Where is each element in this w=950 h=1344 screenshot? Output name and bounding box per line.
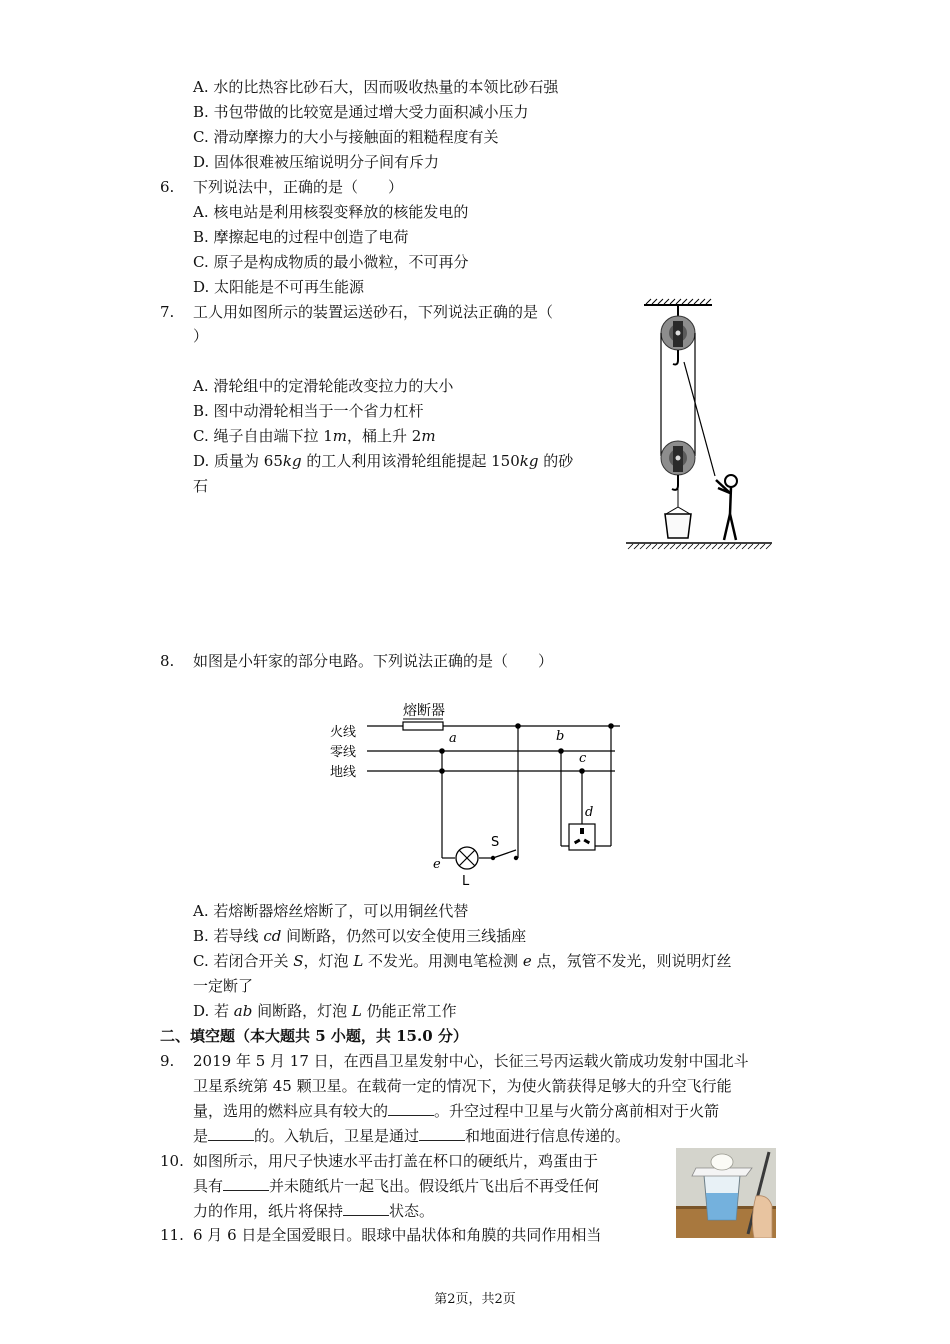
- q7-number: 7.: [160, 303, 175, 321]
- live-wire-label: 火线: [330, 725, 357, 740]
- point-d-label: d: [585, 805, 594, 820]
- point-c-label: c: [579, 751, 587, 766]
- egg-icon: [711, 1154, 733, 1170]
- q6-stem: 下列说法中，正确的是（ ）: [193, 178, 404, 196]
- q7-option-a: A. 滑轮组中的定滑轮能改变拉力的大小: [193, 377, 454, 395]
- q11-number: 11.: [160, 1226, 184, 1244]
- movable-pulley-icon: [661, 441, 695, 475]
- point-a-label: a: [449, 731, 457, 746]
- worker-icon: [716, 475, 737, 540]
- q7-option-c: C. 绳子自由端下拉 1m，桶上升 2m: [193, 427, 436, 445]
- fuse-label: 熔断器: [403, 703, 445, 719]
- answer-blank[interactable]: [208, 1126, 254, 1141]
- egg-cup-figure: [676, 1148, 776, 1238]
- lamp-label: L: [462, 874, 470, 889]
- q8-option-c: C. 若闭合开关 S，灯泡 L 不发光。用测电笔检测 e 点，氖管不发光，则说明灯丝: [193, 952, 732, 970]
- answer-blank[interactable]: [343, 1201, 389, 1216]
- ground-wire-label: 地线: [330, 765, 357, 780]
- q7-option-b: B. 图中动滑轮相当于一个省力杠杆: [193, 402, 424, 420]
- point-e-label: e: [433, 857, 441, 872]
- q9-line-4: 是 的。入轨后，卫星是通过 和地面进行信息传递的。: [193, 1127, 631, 1145]
- bucket-icon: [665, 514, 691, 538]
- q5-option-b: B. 书包带做的比较宽是通过增大受力面积减小压力: [193, 103, 529, 121]
- ground-icon: [626, 543, 772, 549]
- q7-option-d: D. 质量为 65kg 的工人利用该滑轮组能提起 150kg 的砂: [193, 452, 574, 470]
- answer-blank[interactable]: [388, 1101, 434, 1116]
- q5-option-a: A. 水的比热容比砂石大，因而吸收热量的本领比砂石强: [193, 78, 559, 96]
- q7-option-d-cont: 石: [193, 477, 209, 495]
- q7-stem: 工人用如图所示的装置运送砂石，下列说法正确的是（: [193, 303, 554, 321]
- neutral-wire-label: 零线: [330, 745, 357, 760]
- q8-number: 8.: [160, 652, 175, 670]
- water-icon: [706, 1193, 738, 1220]
- q9-line-3: 量，选用的燃料应具有较大的 。升空过程中卫星与火箭分离前相对于火箭: [193, 1102, 720, 1120]
- q8-option-b: B. 若导线 cd 间断路，仍然可以安全使用三线插座: [193, 927, 527, 945]
- q8-stem: 如图是小轩家的部分电路。下列说法正确的是（ ）: [193, 652, 554, 670]
- q10-number: 10.: [160, 1152, 184, 1170]
- pulley-figure: [618, 296, 778, 550]
- q8-option-c-cont: 一定断了: [193, 977, 254, 995]
- fixed-pulley-icon: [661, 316, 695, 350]
- q6-number: 6.: [160, 178, 175, 196]
- q6-option-d: D. 太阳能是不可再生能源: [193, 278, 365, 296]
- q9-number: 9.: [160, 1052, 175, 1070]
- answer-blank[interactable]: [419, 1126, 465, 1141]
- hand-icon: [752, 1196, 772, 1238]
- lamp-icon: [456, 847, 478, 869]
- q7-stem-cont: ）: [193, 327, 209, 345]
- section-heading: 二、填空题（本大题共 5 小题，共 15.0 分）: [160, 1027, 468, 1045]
- answer-blank[interactable]: [223, 1176, 269, 1191]
- q8-option-a: A. 若熔断器熔丝熔断了，可以用铜丝代替: [193, 902, 469, 920]
- q5-option-c: C. 滑动摩擦力的大小与接触面的粗糙程度有关: [193, 128, 499, 146]
- point-b-label: b: [556, 729, 565, 744]
- circuit-figure: [325, 698, 625, 890]
- q10-line-1: 如图所示，用尺子快速水平击打盖在杯口的硬纸片，鸡蛋由于: [193, 1152, 599, 1170]
- q6-option-c: C. 原子是构成物质的最小微粒，不可再分: [193, 253, 469, 271]
- q10-line-3: 力的作用，纸片将保持 状态。: [193, 1202, 435, 1220]
- page-footer: 第2页，共2页: [434, 1292, 516, 1307]
- switch-label: S: [491, 835, 500, 850]
- q6-option-b: B. 摩擦起电的过程中创造了电荷: [193, 228, 409, 246]
- q8-option-d: D. 若 ab 间断路，灯泡 L 仍能正常工作: [193, 1002, 457, 1020]
- q10-line-2: 具有 并未随纸片一起飞出。假设纸片飞出后不再受任何: [193, 1177, 600, 1195]
- ceiling-icon: [644, 299, 712, 305]
- q9-line-1: 2019 年 5 月 17 日，在西昌卫星发射中心，长征三号丙运载火箭成功发射中国北斗: [193, 1052, 749, 1070]
- q6-option-a: A. 核电站是利用核裂变释放的核能发电的: [193, 203, 469, 221]
- q9-line-2: 卫星系统第 45 颗卫星。在载荷一定的情况下，为使火箭获得足够大的升空飞行能: [193, 1077, 732, 1095]
- q11-line-1: 6 月 6 日是全国爱眼日。眼球中晶状体和角膜的共同作用相当: [193, 1226, 602, 1244]
- q5-option-d: D. 固体很难被压缩说明分子间有斥力: [193, 153, 440, 171]
- fuse-icon: [403, 722, 443, 730]
- socket-icon: [569, 824, 595, 850]
